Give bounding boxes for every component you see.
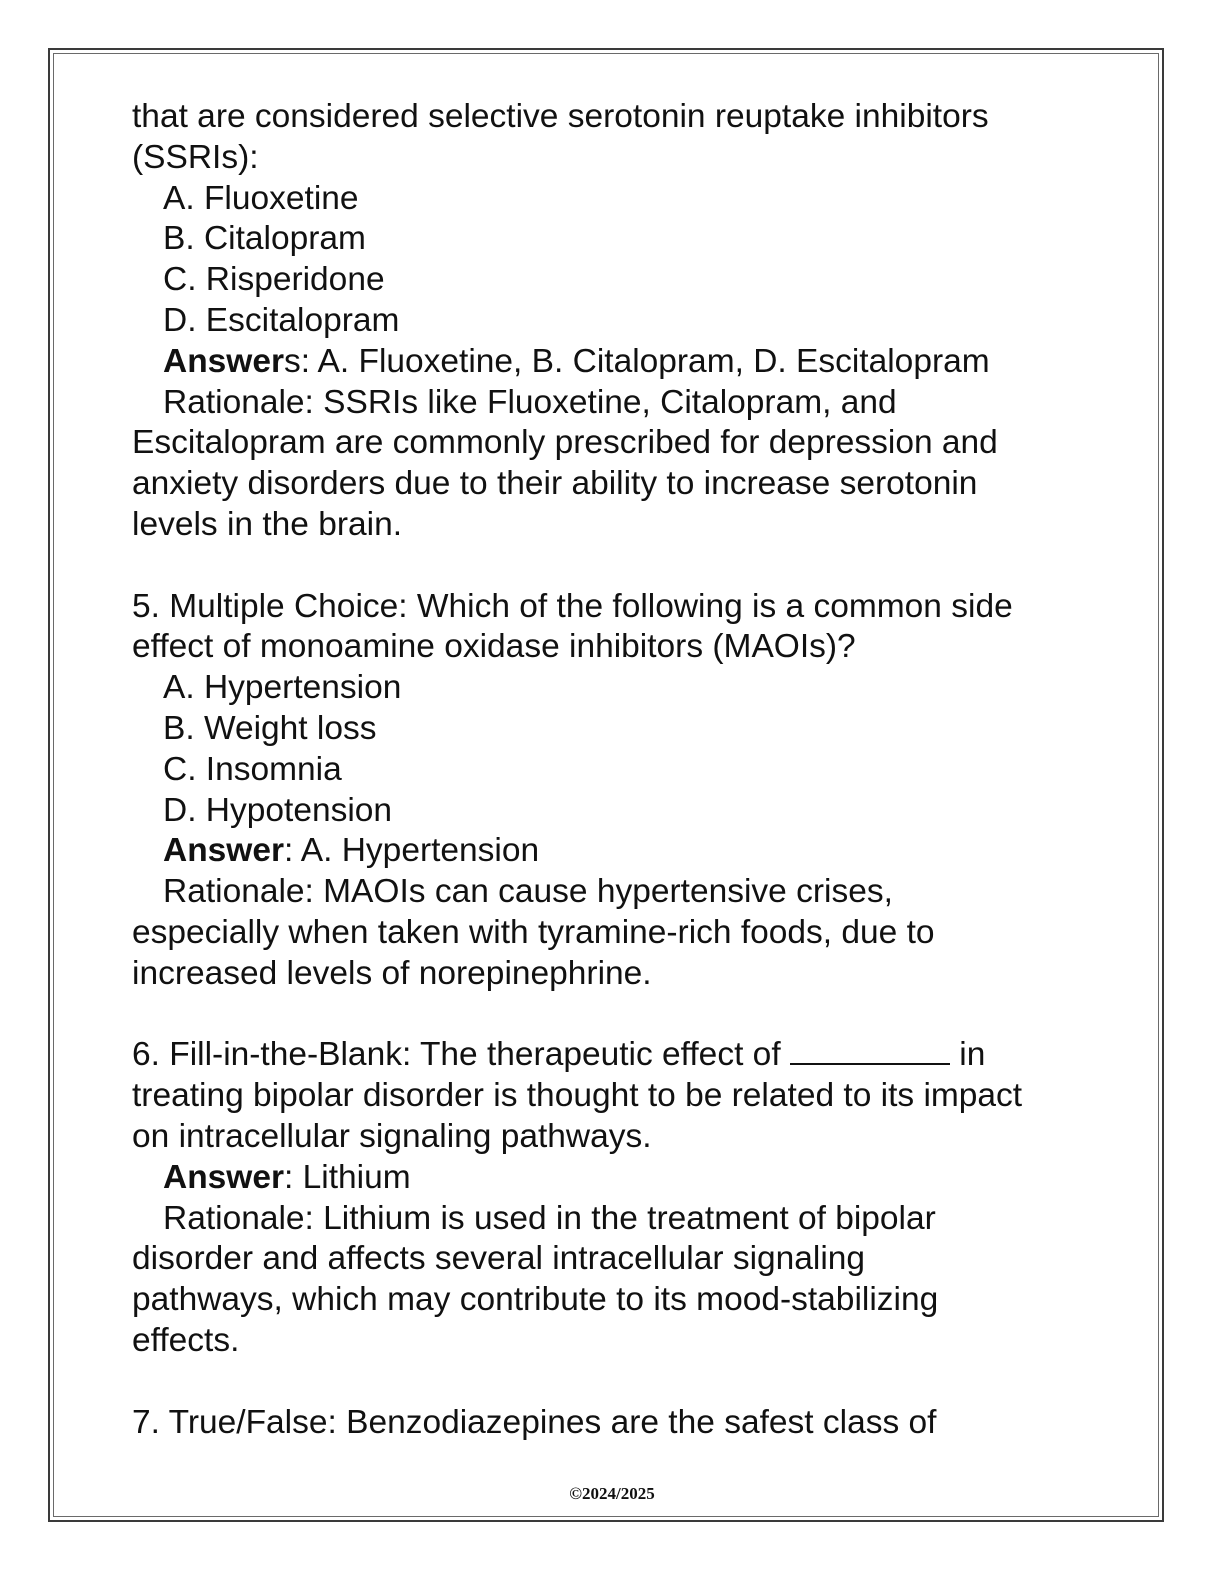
answer-text: : A. Fluoxetine, B. Citalopram, D. Escitalopram xyxy=(300,342,990,380)
rationale-line: Rationale: SSRIs like Fluoxetine, Citalopram, and xyxy=(163,383,897,421)
option-c: C. Insomnia xyxy=(163,750,342,788)
answer-line xyxy=(132,342,1092,383)
answer-line xyxy=(132,831,1092,872)
question-stem-line: 7. True/False: Benzodiazepines are the safest class of xyxy=(132,1403,937,1441)
rationale-line: levels in the brain. xyxy=(132,505,403,543)
spacer xyxy=(132,995,1092,1036)
question-stem-line: 5. Multiple Choice: Which of the following is a common side xyxy=(132,587,1013,625)
answer-label: Answer xyxy=(163,832,285,870)
document-body xyxy=(132,97,1092,1443)
copyright-footer: ©2024/2025 xyxy=(569,1484,655,1503)
question-stem-line: effect of monoamine oxidase inhibitors (MAOIs)? xyxy=(132,628,856,666)
rationale-line: effects. xyxy=(132,1321,240,1359)
question-stem-line: on intracellular signaling pathways. xyxy=(132,1117,652,1155)
option-b: B. Citalopram xyxy=(163,220,366,258)
stem-end: in xyxy=(949,1036,986,1074)
option-c: C. Risperidone xyxy=(163,261,385,299)
rationale-line: increased levels of norepinephrine. xyxy=(132,954,652,992)
answer-label-suffix: s xyxy=(284,342,301,380)
option-a: A. Fluoxetine xyxy=(163,179,359,217)
question-stem-line: (SSRIs): xyxy=(132,138,259,176)
rationale-line: disorder and affects several intracellular signaling xyxy=(132,1240,866,1278)
question-4 xyxy=(132,97,1092,546)
spacer xyxy=(132,1362,1092,1403)
option-d: D. Hypotension xyxy=(163,791,393,829)
rationale-line: Rationale: Lithium is used in the treatment of bipolar xyxy=(163,1199,936,1237)
answer-text: : Lithium xyxy=(284,1158,411,1196)
question-5 xyxy=(132,587,1092,995)
option-d: D. Escitalopram xyxy=(163,301,400,339)
answer-text: : A. Hypertension xyxy=(284,832,540,870)
fill-in-blank xyxy=(790,1035,950,1065)
question-7 xyxy=(132,1403,1092,1444)
question-stem-line: that are considered selective serotonin reuptake inhibitors xyxy=(132,98,989,135)
spacer xyxy=(132,546,1092,587)
question-6 xyxy=(132,1035,1092,1361)
rationale-line: especially when taken with tyramine-rich foods, due to xyxy=(132,913,935,951)
rationale-line: Escitalopram are commonly prescribed for depression and xyxy=(132,424,998,462)
option-b: B. Weight loss xyxy=(163,709,377,747)
rationale-line: anxiety disorders due to their ability to increase serotonin xyxy=(132,465,978,503)
rationale-line: Rationale: MAOIs can cause hypertensive crises, xyxy=(163,873,893,911)
stem-start: 6. Fill-in-the-Blank: The therapeutic effect of xyxy=(132,1036,790,1074)
question-stem-line xyxy=(132,1035,1092,1076)
answer-line xyxy=(132,1158,1092,1199)
answer-label: Answer xyxy=(163,342,285,380)
option-a: A. Hypertension xyxy=(163,669,402,707)
answer-label: Answer xyxy=(163,1158,285,1196)
question-stem-line: treating bipolar disorder is thought to be related to its impact xyxy=(132,1077,1023,1115)
rationale-line: pathways, which may contribute to its mood-stabilizing xyxy=(132,1281,939,1319)
